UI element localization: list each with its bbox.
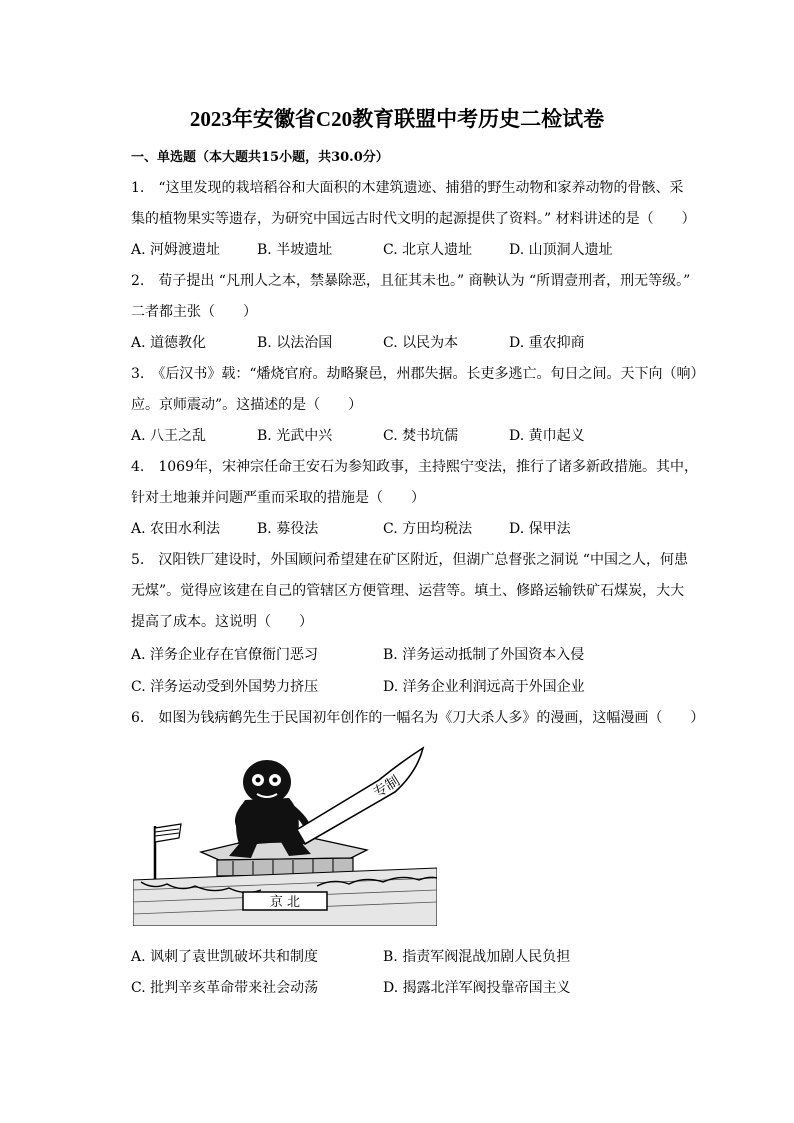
- question-2-option-a: A. 道德教化: [131, 335, 207, 351]
- question-1-option-d: D. 山顶洞人遗址: [509, 242, 613, 258]
- question-1-line-1: 1. “这里发现的栽培稻谷和大面积的木建筑遗迹、捕猎的野生动物和家养动物的骨骸、采: [131, 180, 684, 196]
- cartoon-blade-text: 专制: [370, 772, 403, 802]
- question-5-line-1: 5. 汉阳铁厂建设时，外国顾问希望建在矿区附近，但湖广总督张之洞说 “中国之人，何患: [131, 552, 688, 568]
- question-3-line-2: 应。京师震动”。这描述的是（ ）: [131, 397, 363, 413]
- question-3-line-1: 3. 《后汉书》载：“燔烧官府。劫略聚邑，州郡失据。长吏多逃亡。旬日之间。天下向（响）: [131, 366, 705, 382]
- question-4-option-c: C. 方田均税法: [383, 521, 473, 537]
- question-4-option-d: D. 保甲法: [509, 521, 571, 537]
- question-6-line-1: 6. 如图为钱病鹤先生于民国初年创作的一幅名为《刀大杀人多》的漫画，这幅漫画（ ）: [131, 710, 705, 726]
- question-5-line-2: 无煤”。觉得应该建在自己的管辖区方便管理、运营等。填土、修路运输铁矿石煤炭，大大: [131, 583, 685, 599]
- question-5-option-c: C. 洋务运动受到外国势力挤压: [131, 679, 319, 695]
- question-1-option-a: A. 河姆渡遗址: [131, 242, 221, 258]
- question-4-line-2: 针对土地兼并问题严重而采取的措施是（ ）: [131, 490, 425, 506]
- question-2-line-2: 二者都主张（ ）: [131, 304, 257, 320]
- question-5-line-3: 提高了成本。这说明（ ）: [131, 614, 313, 630]
- question-2-option-b: B. 以法治国: [257, 335, 333, 351]
- cartoon-gate-text: 京 北: [269, 895, 301, 910]
- question-1-option-c: C. 北京人遗址: [383, 242, 473, 258]
- question-1-line-2: 集的植物果实等遗存，为研究中国远古时代文明的起源提供了资料。” 材料讲述的是（ ）: [131, 211, 696, 227]
- question-3-option-b: B. 光武中兴: [257, 428, 333, 444]
- question-6-option-c: C. 批判辛亥革命带来社会动荡: [131, 980, 319, 996]
- question-2-option-c: C. 以民为本: [383, 335, 459, 351]
- question-3-option-d: D. 黄巾起义: [509, 428, 585, 444]
- question-3-option-c: C. 焚书坑儒: [383, 428, 459, 444]
- question-4-option-a: A. 农田水利法: [131, 521, 221, 537]
- question-5-option-d: D. 洋务企业利润远高于外国企业: [383, 679, 585, 695]
- section-heading: 一、单选题（本大题共15小题，共30.0分）: [131, 150, 389, 165]
- question-5-option-a: A. 洋务企业存在官僚衙门恶习: [131, 647, 319, 663]
- exam-title: 2023年安徽省C20教育联盟中考历史二检试卷: [189, 107, 605, 131]
- question-2-option-d: D. 重农抑商: [509, 335, 585, 351]
- question-5-option-b: B. 洋务运动抵制了外国资本入侵: [383, 647, 585, 663]
- question-3-option-a: A. 八王之乱: [131, 428, 207, 444]
- question-2-line-1: 2. 荀子提出 “凡刑人之本，禁暴除恶，且征其未也。” 商鞅认为 “所谓壹刑者，刑无等级。”: [131, 273, 691, 289]
- cartoon-image: [133, 740, 437, 926]
- question-6-option-a: A. 讽刺了袁世凯破坏共和制度: [131, 949, 319, 965]
- question-6-option-b: B. 指责军阀混战加剧人民负担: [383, 949, 571, 965]
- question-6-option-d: D. 揭露北洋军阀投靠帝国主义: [383, 980, 571, 996]
- question-4-line-1: 4. 1069年，宋神宗任命王安石为参知政事，主持熙宁变法，推行了诸多新政措施。其中，: [131, 459, 698, 475]
- question-4-option-b: B. 募役法: [257, 521, 319, 537]
- question-1-option-b: B. 半坡遗址: [257, 242, 333, 258]
